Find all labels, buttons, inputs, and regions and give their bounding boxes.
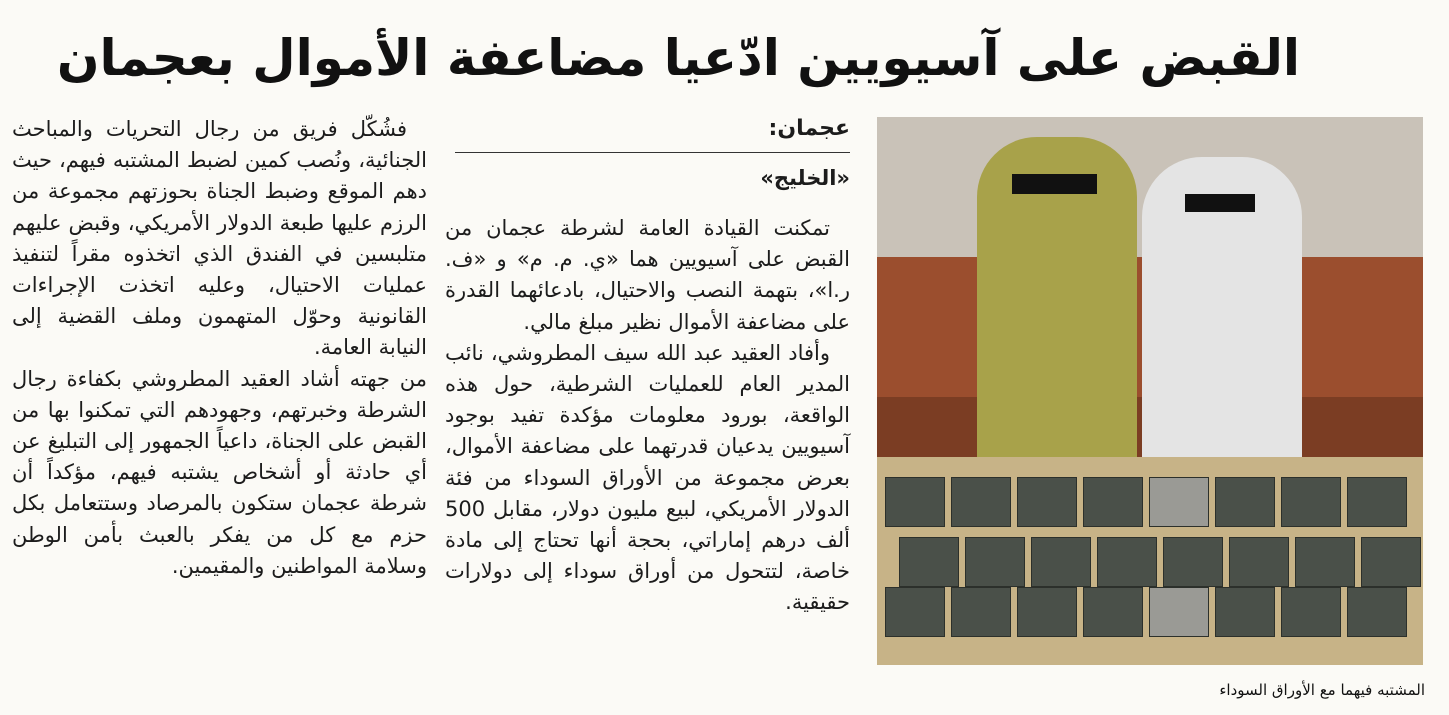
money-stack: [1149, 477, 1209, 527]
money-stack: [951, 587, 1011, 637]
money-stack: [1083, 477, 1143, 527]
photo-eye-censor-bar: [1012, 174, 1097, 194]
paragraph: من جهته أشاد العقيد المطروشي بكفاءة رجال الشرطة وخبرتهم، وجهودهم التي تمكنوا بها من القبض على الجناة، داعياً الجمهور إلى التبليغ عن أي حادثة أو أشخاص يشتبه فيهم، مؤكداً أن شرطة عجمان ستكون بالمرصاد وستتعامل بكل حزم مع كل من يفكر بالعبث بأمن الوطن وسلامة المواطنين والمقيمين.: [12, 366, 427, 578]
money-stack: [1017, 477, 1077, 527]
money-stack: [1361, 537, 1421, 587]
photo-eye-censor-bar: [1185, 194, 1255, 212]
source-credit: «الخليج»: [760, 166, 850, 190]
money-stack: [1229, 537, 1289, 587]
money-stack: [1215, 477, 1275, 527]
photo-caption: المشتبه فيهما مع الأوراق السوداء: [1219, 681, 1425, 699]
article-column-right: [445, 112, 850, 619]
money-stack: [1295, 537, 1355, 587]
money-stack: [1163, 537, 1223, 587]
article-column-left: [12, 114, 427, 582]
dateline: عجمان:: [768, 116, 850, 141]
money-stack: [885, 477, 945, 527]
money-stack: [965, 537, 1025, 587]
divider-rule: [455, 152, 850, 153]
money-stack: [1097, 537, 1157, 587]
headline: القبض على آسيويين ادّعيا مضاعفة الأموال بعجمان: [56, 29, 1300, 87]
paragraph: تمكنت القيادة العامة لشرطة عجمان من القبض على آسيويين هما «ي. م. م» و «ف. ر.ا»، بتهمة النصب والاحتيال، بادعائهما القدرة على مضاعفة الأموال نظير مبلغ مالي.: [445, 216, 850, 334]
money-stack: [899, 537, 959, 587]
money-stack: [1017, 587, 1077, 637]
money-stack: [1149, 587, 1209, 637]
money-stack: [1281, 477, 1341, 527]
money-stack: [951, 477, 1011, 527]
money-stack: [885, 587, 945, 637]
money-stack: [1031, 537, 1091, 587]
money-stack: [1083, 587, 1143, 637]
news-photo: [877, 117, 1423, 665]
money-stack: [1281, 587, 1341, 637]
money-stack: [1215, 587, 1275, 637]
money-stack: [1347, 477, 1407, 527]
paragraph: وأفاد العقيد عبد الله سيف المطروشي، نائب المدير العام للعمليات الشرطية، حول هذه الواقعة، بورود معلومات مؤكدة تفيد بوجود آسيويين يدعيان قدرتهما على مضاعفة الأموال، بعرض مجموعة من الأوراق السوداء من فئة الدولار الأمريكي، لبيع مليون دولار، مقابل 500 ألف درهم إماراتي، بحجة أنها تحتاج إلى مادة خاصة، لتتحول من أوراق سوداء إلى دولارات حقيقية.: [445, 340, 850, 615]
money-stack: [1347, 587, 1407, 637]
paragraph: فشُكّل فريق من رجال التحريات والمباحث الجنائية، ونُصب كمين لضبط المشتبه فيهم، حيث دهم الموقع وضبط الجناة بحوزتهم مجموعة من الرزم عليها طبعة الدولار الأمريكي، وقبض عليهم متلبسين في الفندق الذي اتخذوه مقراً لتنفيذ عمليات الاحتيال، وعليه اتخذت الإجراءات القانونية وحوّل المتهمون وملف القضية إلى النيابة العامة.: [12, 117, 427, 360]
